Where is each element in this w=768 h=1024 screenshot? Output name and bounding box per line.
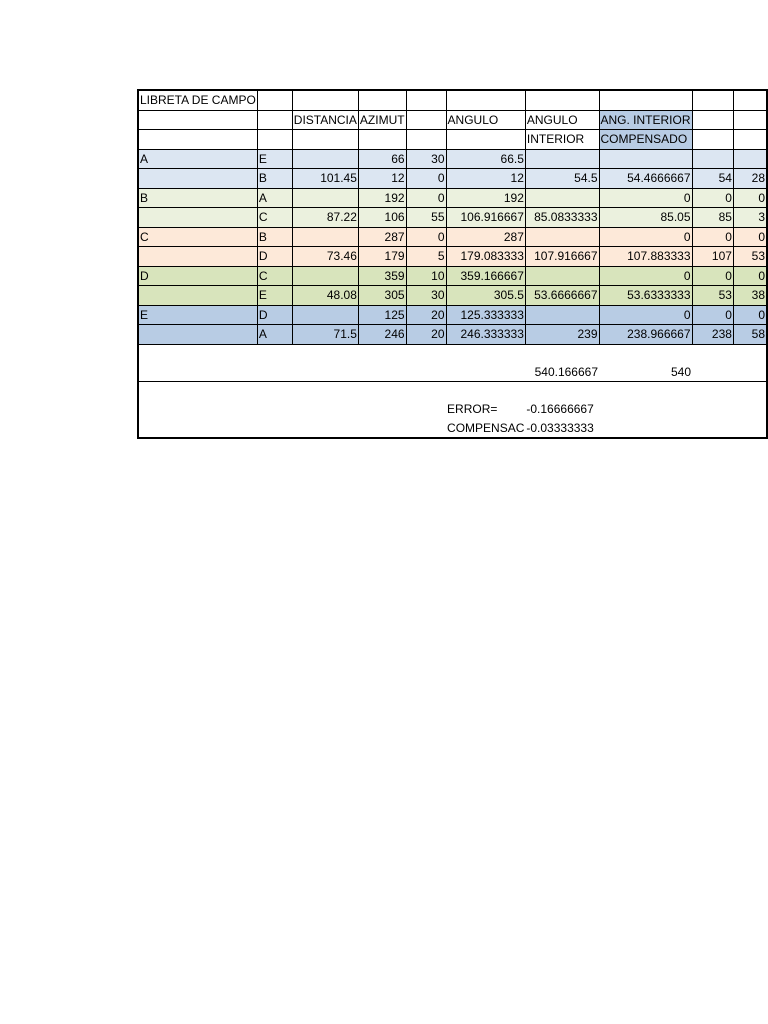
- station-cell[interactable]: A: [138, 149, 257, 169]
- distance-cell[interactable]: 73.46: [292, 247, 358, 267]
- station-cell[interactable]: D: [138, 266, 257, 286]
- station-cell[interactable]: [138, 247, 257, 267]
- interior-angle-cell[interactable]: [525, 305, 599, 325]
- compensated-angle-cell[interactable]: 53.6333333: [599, 286, 692, 306]
- compensac-row: [138, 419, 767, 439]
- header-row-2: [138, 130, 767, 150]
- distance-cell[interactable]: 87.22: [292, 208, 358, 228]
- compensac-label[interactable]: COMPENSAC: [447, 420, 525, 435]
- table-row: [138, 286, 767, 306]
- azimuth-degrees-cell[interactable]: 12: [358, 169, 406, 189]
- table-title[interactable]: LIBRETA DE CAMPO: [138, 90, 257, 110]
- point-cell[interactable]: C: [257, 208, 292, 228]
- station-cell[interactable]: [138, 169, 257, 189]
- station-cell[interactable]: [138, 325, 257, 345]
- station-cell[interactable]: C: [138, 227, 257, 247]
- header-angulo-interior-1[interactable]: ANGULO: [525, 110, 599, 130]
- compensated-angle-cell[interactable]: 85.05: [599, 208, 692, 228]
- header-distancia[interactable]: DISTANCIA: [292, 110, 358, 130]
- point-cell[interactable]: B: [257, 227, 292, 247]
- azimuth-degrees-cell[interactable]: 246: [358, 325, 406, 345]
- azimuth-minutes-cell[interactable]: 20: [406, 325, 446, 345]
- compensated-degrees-cell[interactable]: 54: [692, 169, 733, 189]
- azimuth-degrees-cell[interactable]: 359: [358, 266, 406, 286]
- header-angulo[interactable]: ANGULO: [446, 110, 525, 130]
- point-cell[interactable]: E: [257, 149, 292, 169]
- compensated-minutes-cell[interactable]: 0: [733, 188, 767, 208]
- sum-compensado[interactable]: 540: [670, 364, 692, 379]
- field-book-table: [137, 89, 768, 439]
- table-row: [138, 247, 767, 267]
- distance-cell[interactable]: [292, 227, 358, 247]
- azimuth-minutes-cell[interactable]: 10: [406, 266, 446, 286]
- compensated-minutes-cell[interactable]: 38: [733, 286, 767, 306]
- compensated-angle-cell[interactable]: 107.883333: [599, 247, 692, 267]
- table-row: [138, 169, 767, 189]
- compensated-minutes-cell[interactable]: [733, 149, 767, 169]
- azimuth-minutes-cell[interactable]: 0: [406, 169, 446, 189]
- angle-cell[interactable]: 287: [446, 227, 525, 247]
- table-row: [138, 325, 767, 345]
- azimuth-degrees-cell[interactable]: 192: [358, 188, 406, 208]
- azimuth-minutes-cell[interactable]: 55: [406, 208, 446, 228]
- interior-angle-cell[interactable]: [525, 149, 599, 169]
- compensated-angle-cell[interactable]: [599, 149, 692, 169]
- station-cell[interactable]: B: [138, 188, 257, 208]
- compensated-angle-cell[interactable]: 0: [599, 188, 692, 208]
- point-cell[interactable]: E: [257, 286, 292, 306]
- azimuth-minutes-cell[interactable]: 0: [406, 227, 446, 247]
- distance-cell[interactable]: 101.45: [292, 169, 358, 189]
- distance-cell[interactable]: 48.08: [292, 286, 358, 306]
- compensated-minutes-cell[interactable]: 3: [733, 208, 767, 228]
- azimuth-minutes-cell[interactable]: 0: [406, 188, 446, 208]
- compensated-degrees-cell[interactable]: 0: [692, 266, 733, 286]
- title-row: [138, 90, 767, 110]
- header-ang-comp-2[interactable]: COMPENSADO: [599, 130, 692, 150]
- table-row: [138, 188, 767, 208]
- error-label[interactable]: ERROR=: [447, 402, 498, 417]
- table-row: [138, 208, 767, 228]
- totals-spacer-row: [138, 344, 767, 363]
- angle-cell[interactable]: 192: [446, 188, 525, 208]
- angle-cell[interactable]: 66.5: [446, 149, 525, 169]
- azimuth-degrees-cell[interactable]: 287: [358, 227, 406, 247]
- interior-angle-cell[interactable]: 85.0833333: [525, 208, 599, 228]
- sum-interior[interactable]: 540.166667: [534, 364, 598, 379]
- distance-cell[interactable]: [292, 305, 358, 325]
- compensated-degrees-cell[interactable]: 0: [692, 188, 733, 208]
- error-value[interactable]: -0.16666667: [526, 402, 594, 417]
- interior-angle-cell[interactable]: 107.916667: [525, 247, 599, 267]
- interior-angle-cell[interactable]: 53.6666667: [525, 286, 599, 306]
- interior-angle-cell[interactable]: [525, 188, 599, 208]
- angle-cell[interactable]: 106.916667: [446, 208, 525, 228]
- header-angulo-interior-2[interactable]: INTERIOR: [525, 130, 599, 150]
- compensated-angle-cell[interactable]: 0: [599, 266, 692, 286]
- azimuth-minutes-cell[interactable]: 30: [406, 149, 446, 169]
- angle-cell[interactable]: 12: [446, 169, 525, 189]
- point-cell[interactable]: D: [257, 247, 292, 267]
- compensated-minutes-cell[interactable]: 0: [733, 227, 767, 247]
- interior-angle-cell[interactable]: 239: [525, 325, 599, 345]
- point-cell[interactable]: D: [257, 305, 292, 325]
- table-row: [138, 227, 767, 247]
- point-cell[interactable]: B: [257, 169, 292, 189]
- compensac-value[interactable]: -0.03333333: [526, 420, 594, 435]
- compensated-angle-cell[interactable]: 0: [599, 305, 692, 325]
- station-cell[interactable]: [138, 208, 257, 228]
- azimuth-minutes-cell[interactable]: 5: [406, 247, 446, 267]
- compensated-minutes-cell[interactable]: 58: [733, 325, 767, 345]
- compensated-degrees-cell[interactable]: 107: [692, 247, 733, 267]
- azimuth-degrees-cell[interactable]: 179: [358, 247, 406, 267]
- compensated-minutes-cell[interactable]: 0: [733, 305, 767, 325]
- azimuth-degrees-cell[interactable]: 305: [358, 286, 406, 306]
- distance-cell[interactable]: [292, 266, 358, 286]
- azimuth-minutes-cell[interactable]: 30: [406, 286, 446, 306]
- station-cell[interactable]: E: [138, 305, 257, 325]
- angle-cell[interactable]: 246.333333: [446, 325, 525, 345]
- point-cell[interactable]: A: [257, 325, 292, 345]
- compensated-angle-cell[interactable]: 54.4666667: [599, 169, 692, 189]
- compensated-degrees-cell[interactable]: [692, 149, 733, 169]
- interior-angle-cell[interactable]: 54.5: [525, 169, 599, 189]
- compensated-degrees-cell[interactable]: 0: [692, 227, 733, 247]
- table-row: [138, 149, 767, 169]
- totals-row: [138, 363, 767, 382]
- angle-cell[interactable]: 179.083333: [446, 247, 525, 267]
- distance-cell[interactable]: [292, 149, 358, 169]
- interior-angle-cell[interactable]: [525, 266, 599, 286]
- point-cell[interactable]: C: [257, 266, 292, 286]
- blank-row: [138, 382, 767, 401]
- compensated-degrees-cell[interactable]: 85: [692, 208, 733, 228]
- point-cell[interactable]: A: [257, 188, 292, 208]
- azimuth-minutes-cell[interactable]: 20: [406, 305, 446, 325]
- table-row: [138, 305, 767, 325]
- table-row: [138, 266, 767, 286]
- distance-cell[interactable]: [292, 188, 358, 208]
- azimuth-degrees-cell[interactable]: 66: [358, 149, 406, 169]
- compensated-minutes-cell[interactable]: 0: [733, 266, 767, 286]
- compensated-minutes-cell[interactable]: 28: [733, 169, 767, 189]
- compensated-angle-cell[interactable]: 238.966667: [599, 325, 692, 345]
- compensated-degrees-cell[interactable]: 0: [692, 305, 733, 325]
- angle-cell[interactable]: 359.166667: [446, 266, 525, 286]
- header-row-1: [138, 110, 767, 130]
- angle-cell[interactable]: 305.5: [446, 286, 525, 306]
- header-ang-comp-1[interactable]: ANG. INTERIOR: [599, 110, 692, 130]
- compensated-degrees-cell[interactable]: 53: [692, 286, 733, 306]
- azimuth-degrees-cell[interactable]: 125: [358, 305, 406, 325]
- compensated-degrees-cell[interactable]: 238: [692, 325, 733, 345]
- azimuth-degrees-cell[interactable]: 106: [358, 208, 406, 228]
- station-cell[interactable]: [138, 286, 257, 306]
- compensated-angle-cell[interactable]: 0: [599, 227, 692, 247]
- compensated-minutes-cell[interactable]: 53: [733, 247, 767, 267]
- angle-cell[interactable]: 125.333333: [446, 305, 525, 325]
- interior-angle-cell[interactable]: [525, 227, 599, 247]
- distance-cell[interactable]: 71.5: [292, 325, 358, 345]
- error-row: [138, 400, 767, 419]
- header-azimut[interactable]: AZIMUT: [358, 110, 406, 130]
